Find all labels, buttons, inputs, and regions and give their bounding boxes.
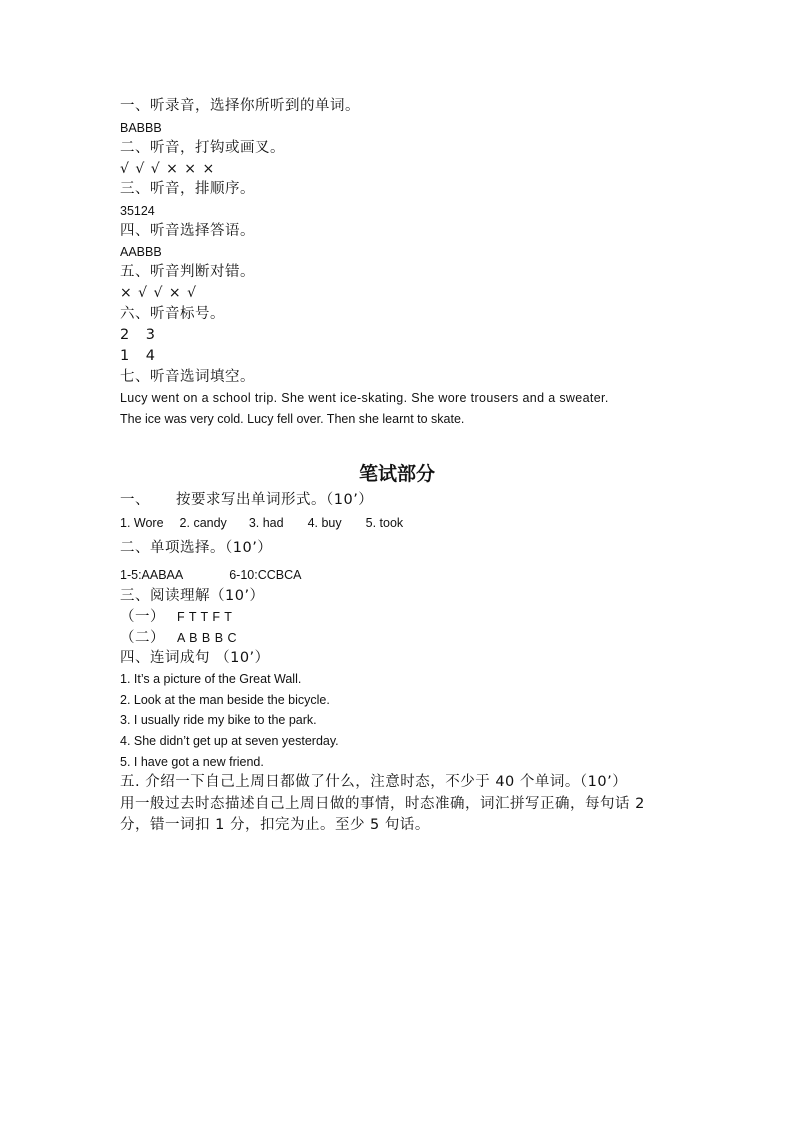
listening-q7-line1: Lucy went on a school trip. She went ice-skating. She wore trousers and a sweater. [120,391,609,405]
written-s5-title: 五. 介绍一下自己上周日都做了什么，注意时态，不少于 40 个单词。（10’） [120,774,628,790]
written-s3-sub2 [120,631,237,646]
listening-q4-title: 四、听音选择答语。 [120,223,255,239]
q6-row1-left: 2 [120,327,130,343]
s4-sentence-1: 1. It’s a picture of the Great Wall. [120,672,302,686]
listening-q5-title: 五、听音判断对错。 [120,264,255,280]
s4-sentence-5: 5. I have got a new friend. [120,755,264,769]
written-s1-answers [120,517,403,530]
q6-row2-left: 1 [120,348,130,364]
s4-sentence-4: 4. She didn’t get up at seven yesterday. [120,734,339,748]
s3-sub1-label: （一） [120,609,165,625]
written-s2-title: 二、单项选择。（10’） [120,540,273,556]
listening-q7-title: 七、听音选词填空。 [120,369,255,385]
s1-answer-4: 4. buy [307,516,342,530]
s3-sub2-answer: A B B B C [177,631,238,645]
s4-sentence-2: 2. Look at the man beside the bicycle. [120,693,330,707]
written-s2-answers [120,569,301,582]
listening-q1-answer: BABBB [120,121,162,135]
listening-q3-answer: 35124 [120,204,155,218]
written-s1-title: 按要求写出单词形式。（10’） [176,492,374,508]
listening-q2-title: 二、听音，打钩或画叉。 [120,140,285,156]
written-s3-title: 三、阅读理解（10’） [120,588,265,604]
listening-q6-title: 六、听音标号。 [120,306,225,322]
written-s5-line1: 用一般过去时态描述自己上周日做的事情，时态准确，词汇拼写正确，每句话 2 [120,796,645,812]
s1-answer-1: 1. Wore [120,516,164,530]
s2-answers-6-10: 6-10:CCBCA [229,568,302,582]
listening-q6-row2 [120,349,155,364]
written-s1-title-row [120,493,373,508]
s3-sub1-answer: F T T F T [177,610,233,624]
written-s5-line2: 分，错一词扣 1 分，扣完为止。至少 5 句话。 [120,817,430,833]
listening-q4-answer: AABBB [120,245,162,259]
s2-answers-1-5: 1-5:AABAA [120,568,184,582]
s4-sentence-3: 3. I usually ride my bike to the park. [120,713,317,727]
listening-q5-answer: × √ √ × √ [120,285,198,301]
q6-row1-right: 3 [145,327,156,343]
listening-q3-title: 三、听音，排顺序。 [120,181,255,197]
written-s4-title: 四、连词成句 （10’） [120,650,270,666]
s1-answer-2: 2. candy [179,516,227,530]
listening-q1-title: 一、听录音，选择你所听到的单词。 [120,98,360,114]
written-s1-number: 一、 [120,492,150,508]
written-s3-sub1 [120,610,232,625]
s1-answer-3: 3. had [248,516,284,530]
listening-q2-answer: √ √ √ × × × [120,161,216,177]
listening-q7-line2: The ice was very cold. Lucy fell over. Then she learnt to skate. [120,412,465,426]
written-section-heading: 笔试部分 [358,463,435,485]
s3-sub2-label: （二） [120,630,165,646]
listening-q6-row1 [120,328,155,343]
q6-row2-right: 4 [145,348,156,364]
s1-answer-5: 5. took [365,516,404,530]
